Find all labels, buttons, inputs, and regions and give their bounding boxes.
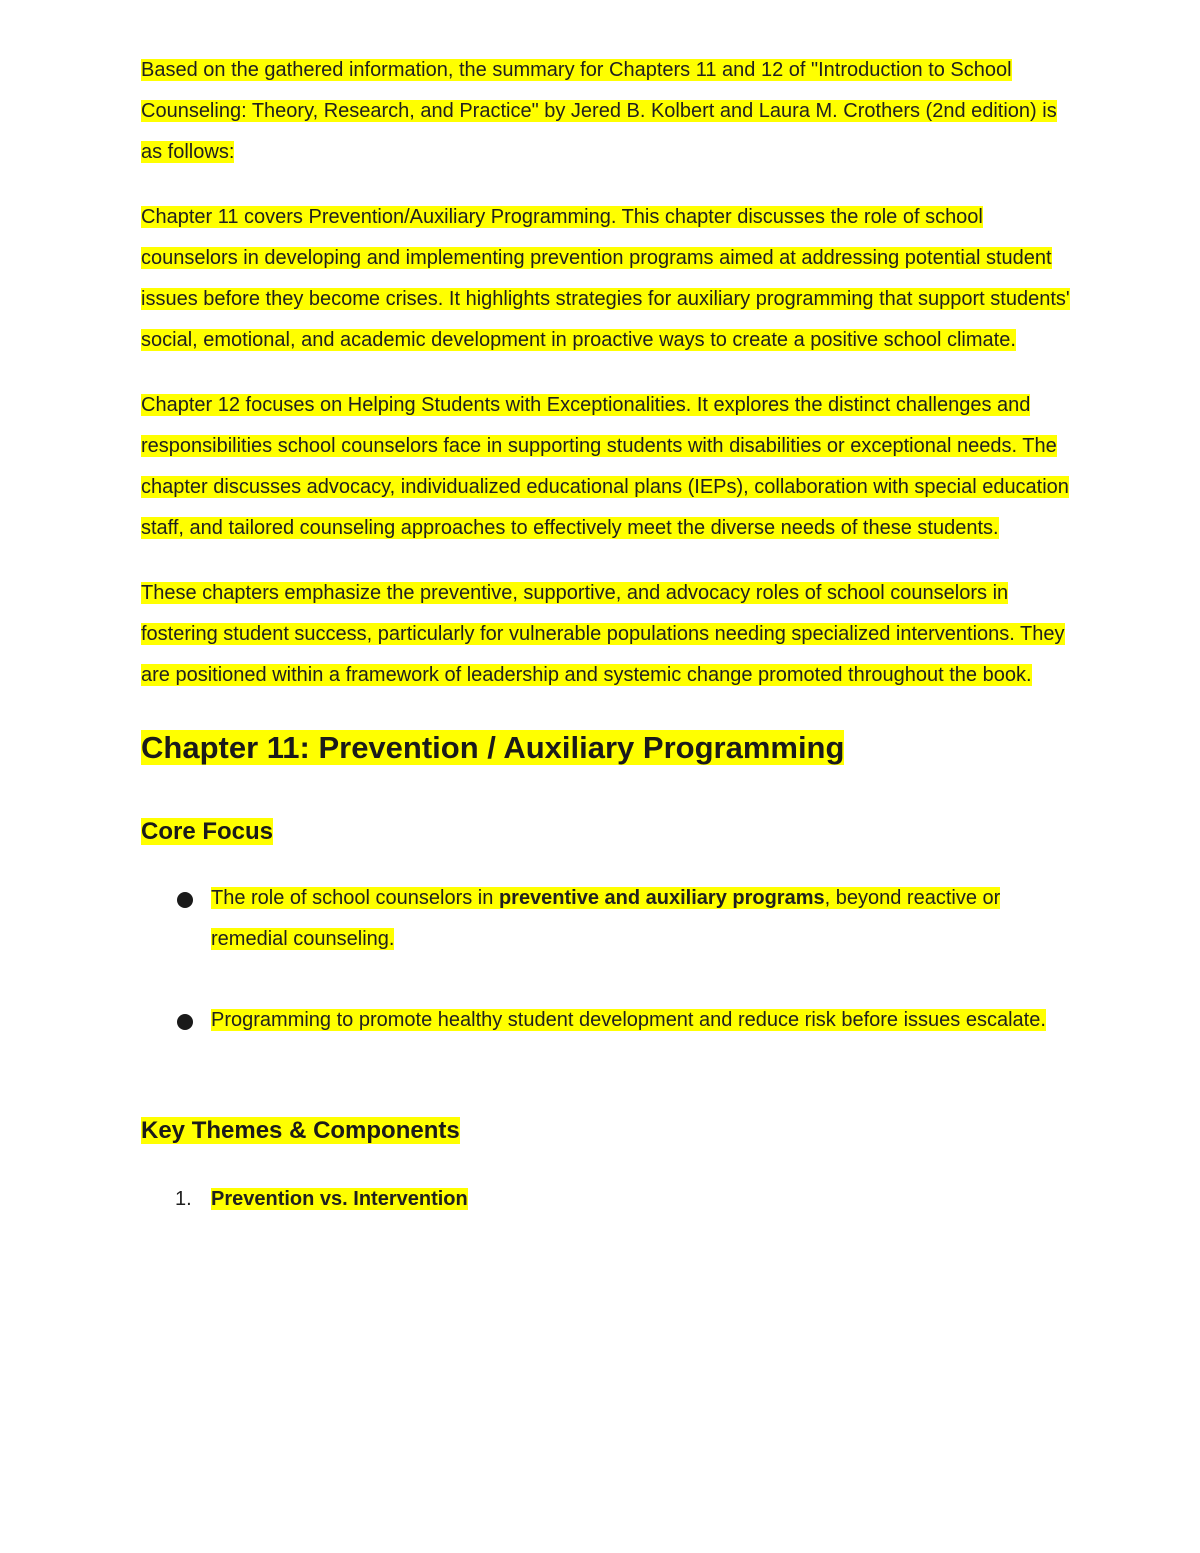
core-focus-heading <box>141 814 1071 850</box>
list-item <box>141 1000 1071 1041</box>
bullet-text: Programming to promote healthy student development and reduce risk before issues escalate. <box>211 1009 1046 1031</box>
core-focus-list <box>141 878 1071 1041</box>
bullet-text-part: The role of school counselors in <box>211 887 499 909</box>
bullet-text-part: , beyond reactive or remedial counseling. <box>211 887 1001 950</box>
chapter-12-summary <box>141 385 1071 549</box>
intro-paragraph <box>141 50 1071 173</box>
bullet-icon <box>177 892 193 908</box>
intro-text: Based on the gathered information, the summary for Chapters 11 and 12 of "Introduction to School Counseling: Theory, Research, and Practice" by Jered B. Kolbert and Laura M. Crothers (2nd edition) is as follows: <box>141 59 1057 163</box>
list-number: 1. <box>175 1188 192 1210</box>
key-themes-heading <box>141 1113 1071 1149</box>
bullet-bold-phrase: preventive and auxiliary programs <box>498 887 825 909</box>
bullet-text <box>211 887 1000 950</box>
conclusion-paragraph <box>141 573 1071 696</box>
chapter-11-summary <box>141 197 1071 361</box>
key-themes-heading-text: Key Themes & Components <box>141 1117 460 1144</box>
key-themes-list <box>141 1179 1071 1220</box>
chapter-heading <box>141 726 1071 770</box>
core-focus-heading-text: Core Focus <box>141 818 274 845</box>
bullet-icon <box>177 1014 193 1030</box>
chapter-heading-text: Chapter 11: Prevention / Auxiliary Programming <box>141 730 845 765</box>
document-page <box>141 50 1071 1220</box>
chapter-11-summary-text: Chapter 11 covers Prevention/Auxiliary Programming. This chapter discusses the role of school counselors in developing and implementing prevention programs aimed at addressing potential student issues before they become crises. It highlights strategies for auxiliary programming that support students' social, emotional, and academic development in proactive ways to create a positive school climate. <box>141 206 1070 351</box>
chapter-12-summary-text: Chapter 12 focuses on Helping Students with Exceptionalities. It explores the distinct challenges and responsibilities school counselors face in supporting students with disabilities or exceptional needs. The chapter discusses advocacy, individualized educational plans (IEPs), collaboration with special education staff, and tailored counseling approaches to effectively meet the diverse needs of these students. <box>141 394 1069 539</box>
list-item <box>141 878 1071 960</box>
list-item <box>141 1179 1071 1220</box>
list-item-label: Prevention vs. Intervention <box>211 1188 468 1210</box>
conclusion-text: These chapters emphasize the preventive, supportive, and advocacy roles of school counselors in fostering student success, particularly for vulnerable populations needing specialized interventions. They are positioned within a framework of leadership and systemic change promoted throughout the book. <box>141 582 1065 686</box>
